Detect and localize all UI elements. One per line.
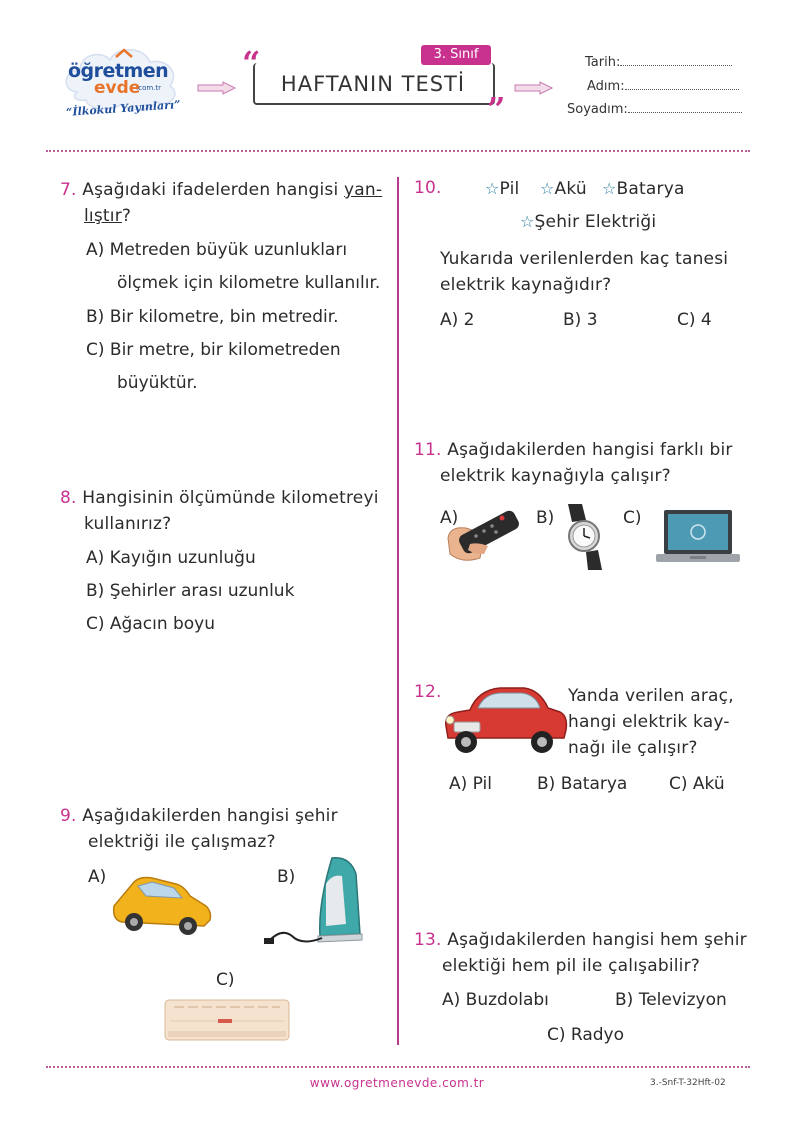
question-12-text-line3: nağı ile çalışır? [568, 738, 698, 758]
option-b[interactable]: B) Şehirler arası uzunluk [86, 581, 295, 601]
option-a[interactable]: A) Kayığın uzunluğu [86, 548, 256, 568]
option-b[interactable]: B) Batarya [537, 774, 628, 794]
item-label: Şehir Elektriği [534, 212, 657, 232]
grade-badge-label: 3. Sınıf [433, 47, 479, 62]
option-c[interactable]: C) 4 [677, 310, 712, 330]
option-a[interactable]: A) Pil [449, 774, 492, 794]
question-12-text: Yanda verilen araç, [568, 686, 734, 706]
question-9-line2: elektriği ile çalışmaz? [88, 832, 276, 852]
option-a[interactable]: A) Buzdolabı [442, 990, 549, 1010]
option-c[interactable]: C) Ağacın boyu [86, 614, 216, 634]
question-number: 8. [60, 488, 77, 508]
option-c[interactable]: C) Bir metre, bir kilometreden [86, 340, 341, 360]
question-number: 9. [60, 806, 77, 826]
footer-url[interactable]: www.ogretmenevde.com.tr [309, 1076, 485, 1090]
option-b[interactable]: B) Bir kilometre, bin metredir. [86, 307, 339, 327]
question-10-number: 10. [414, 178, 442, 198]
question-emphasis: yan- [343, 180, 383, 200]
open-quote: “ [242, 44, 261, 82]
field-surname[interactable] [567, 102, 742, 117]
close-quote: ” [487, 90, 506, 128]
logo-line2: evde [94, 78, 141, 98]
question-text: Aşağıdakilerden hangisi şehir [82, 806, 338, 826]
field-name-label: Adım: [587, 79, 625, 94]
q10-item-4 [520, 205, 656, 239]
question-text: Hangisinin ölçümünde kilometreyi [82, 488, 379, 508]
laptop-icon [654, 508, 742, 568]
question-number: 13. [414, 930, 442, 950]
item-label: Batarya [616, 179, 685, 199]
remote-control-icon [444, 508, 522, 566]
option-c[interactable]: C) [216, 970, 235, 990]
option-b[interactable]: B) [277, 867, 296, 887]
logo-line1: öğretmen [68, 60, 169, 82]
wristwatch-icon [560, 502, 608, 572]
option-c-cont: büyüktür. [117, 373, 198, 393]
grade-badge [421, 45, 491, 65]
star-icon: ☆ [520, 212, 535, 231]
option-c[interactable]: C) Radyo [547, 1025, 625, 1045]
option-a[interactable]: A) [88, 867, 107, 887]
question-7-line2 [84, 200, 131, 233]
field-date[interactable] [585, 55, 732, 70]
question-12-number: 12. [414, 682, 442, 702]
footer-divider [46, 1066, 750, 1068]
option-a[interactable]: A) 2 [440, 310, 475, 330]
logo-domain: .com.tr [136, 84, 162, 92]
option-b[interactable]: B) [536, 508, 555, 528]
logo-tagline: “İlkokul Yayınları” [65, 98, 181, 119]
option-a-cont: ölçmek için kilometre kullanılır. [117, 273, 381, 293]
arrow-right-icon [197, 81, 237, 95]
option-c[interactable]: C) Akü [669, 774, 725, 794]
logo [58, 40, 188, 126]
q10-item-1 [485, 172, 519, 206]
question-number: 7. [60, 180, 77, 200]
question-number: 11. [414, 440, 442, 460]
question-text: Aşağıdakilerden hangisi hem şehir [447, 930, 747, 950]
star-icon: ☆ [602, 179, 617, 198]
question-text: Aşağıdakilerden hangisi farklı bir [447, 440, 733, 460]
question-13-line2: elektiği hem pil ile çalışabilir? [442, 956, 700, 976]
field-date-line[interactable] [620, 55, 732, 66]
arrow-right-icon [514, 81, 554, 95]
field-date-label: Tarih: [585, 55, 621, 70]
question-8-line2: kullanırız? [84, 514, 172, 534]
option-a[interactable]: A) [440, 508, 459, 528]
question-mark: ? [121, 206, 132, 226]
star-icon: ☆ [485, 179, 500, 198]
classic-car-icon [440, 682, 570, 756]
star-icon: ☆ [540, 179, 555, 198]
question-10-text-line2: elektrik kaynağıdır? [440, 275, 612, 295]
question-text: Aşağıdaki ifadelerden hangisi [82, 180, 344, 200]
iron-icon [262, 854, 366, 950]
footer-code: 3.-Snf-T-32Hft-02 [650, 1078, 726, 1088]
field-name-line[interactable] [625, 79, 739, 90]
item-label: Pil [499, 179, 520, 199]
air-conditioner-icon [164, 999, 290, 1041]
header-divider [46, 150, 750, 152]
q10-item-3 [602, 172, 685, 206]
field-surname-label: Soyadım: [567, 102, 628, 117]
option-c[interactable]: C) [623, 508, 642, 528]
option-a[interactable]: A) Metreden büyük uzunlukları [86, 240, 348, 260]
field-surname-line[interactable] [628, 102, 742, 113]
question-emphasis: lıştır [84, 206, 122, 226]
page-title: HAFTANIN TESTİ [280, 72, 466, 96]
option-b[interactable]: B) 3 [563, 310, 598, 330]
question-12-text-line2: hangi elektrik kay- [568, 712, 730, 732]
column-divider [397, 177, 399, 1045]
question-10-text: Yukarıda verilenlerden kaç tanesi [440, 249, 729, 269]
question-11-line2: elektrik kaynağıyla çalışır? [440, 466, 671, 486]
item-label: Akü [554, 179, 587, 199]
field-name[interactable] [587, 79, 739, 94]
option-b[interactable]: B) Televizyon [615, 990, 727, 1010]
car-icon [108, 866, 214, 940]
q10-item-2 [540, 172, 587, 206]
